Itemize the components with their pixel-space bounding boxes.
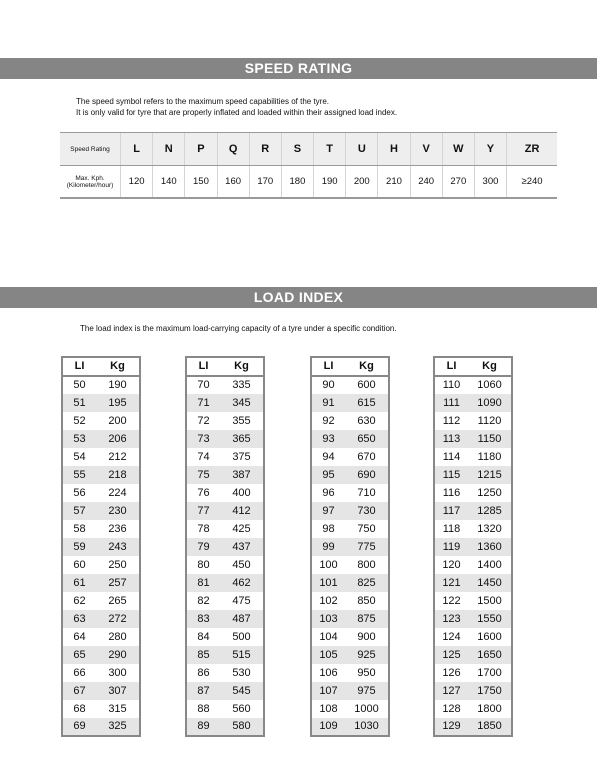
table-row	[62, 520, 140, 538]
load-kg-value: 355	[220, 412, 264, 430]
load-kg-value: 580	[220, 718, 264, 736]
table-row	[434, 430, 512, 448]
load-index-value: 82	[186, 592, 220, 610]
table-row	[62, 502, 140, 520]
load-index-value: 108	[311, 700, 345, 718]
load-kg-value: 462	[220, 574, 264, 592]
kg-header: Kg	[468, 357, 512, 376]
table-row	[434, 682, 512, 700]
load-index-value: 55	[62, 466, 96, 484]
load-index-header-row	[311, 357, 389, 376]
table-row	[62, 646, 140, 664]
load-kg-value: 1000	[345, 700, 389, 718]
li-header: LI	[62, 357, 96, 376]
table-row	[186, 394, 264, 412]
table-row	[311, 592, 389, 610]
load-index-value: 105	[311, 646, 345, 664]
load-index-value: 110	[434, 376, 468, 394]
table-row	[311, 538, 389, 556]
load-kg-value: 250	[96, 556, 140, 574]
table-row	[62, 682, 140, 700]
load-index-value: 85	[186, 646, 220, 664]
load-index-value: 83	[186, 610, 220, 628]
max-kph-cell: 140	[153, 166, 185, 197]
table-row	[186, 700, 264, 718]
load-kg-value: 1150	[468, 430, 512, 448]
load-kg-value: 236	[96, 520, 140, 538]
load-index-value: 76	[186, 484, 220, 502]
load-index-value: 89	[186, 718, 220, 736]
table-row	[186, 574, 264, 592]
table-row	[62, 448, 140, 466]
load-kg-value: 272	[96, 610, 140, 628]
load-index-table	[61, 356, 141, 737]
speed-symbol-cell: Q	[218, 133, 250, 165]
load-index-value: 120	[434, 556, 468, 574]
load-kg-value: 1650	[468, 646, 512, 664]
load-index-table	[185, 356, 265, 737]
table-row	[434, 664, 512, 682]
load-kg-value: 1750	[468, 682, 512, 700]
load-kg-value: 365	[220, 430, 264, 448]
speed-symbol-cell: S	[282, 133, 314, 165]
table-row	[62, 466, 140, 484]
load-kg-value: 950	[345, 664, 389, 682]
load-kg-value: 218	[96, 466, 140, 484]
table-row	[186, 520, 264, 538]
load-index-value: 52	[62, 412, 96, 430]
table-row	[434, 556, 512, 574]
speed-symbol-cell: N	[153, 133, 185, 165]
load-kg-value: 600	[345, 376, 389, 394]
table-row	[311, 700, 389, 718]
table-row	[186, 484, 264, 502]
load-index-value: 75	[186, 466, 220, 484]
load-index-value: 107	[311, 682, 345, 700]
load-kg-value: 345	[220, 394, 264, 412]
load-index-value: 53	[62, 430, 96, 448]
load-kg-value: 900	[345, 628, 389, 646]
load-index-value: 51	[62, 394, 96, 412]
load-kg-value: 530	[220, 664, 264, 682]
speed-symbol-cell: ZR	[524, 143, 540, 155]
table-row	[311, 682, 389, 700]
load-kg-value: 1250	[468, 484, 512, 502]
load-index-value: 57	[62, 502, 96, 520]
load-index-value: 115	[434, 466, 468, 484]
load-kg-value: 400	[220, 484, 264, 502]
load-kg-value: 257	[96, 574, 140, 592]
load-index-value: 81	[186, 574, 220, 592]
load-kg-value: 1550	[468, 610, 512, 628]
load-kg-value: 450	[220, 556, 264, 574]
max-kph-label-line2: (Kilometer/hour)	[66, 181, 114, 189]
speed-symbol-cell: R	[250, 133, 282, 165]
max-kph-cell: 270	[443, 166, 475, 197]
table-row	[186, 682, 264, 700]
load-kg-value: 1320	[468, 520, 512, 538]
load-index-value: 68	[62, 700, 96, 718]
table-row	[311, 394, 389, 412]
table-row	[311, 574, 389, 592]
table-row	[311, 466, 389, 484]
load-index-value: 70	[186, 376, 220, 394]
table-row	[62, 556, 140, 574]
load-index-value: 129	[434, 718, 468, 736]
table-row	[434, 502, 512, 520]
load-kg-value: 1180	[468, 448, 512, 466]
table-row	[186, 502, 264, 520]
table-row	[186, 718, 264, 736]
load-kg-value: 515	[220, 646, 264, 664]
speed-symbol-cell: T	[314, 133, 346, 165]
load-index-value: 118	[434, 520, 468, 538]
speed-rating-note-line: It is only valid for tyre that are properly inflated and loaded within their assigned load index.	[76, 108, 398, 117]
table-row	[62, 412, 140, 430]
table-row	[311, 430, 389, 448]
max-kph-cell: 240	[411, 166, 443, 197]
table-row	[186, 466, 264, 484]
load-index-value: 112	[434, 412, 468, 430]
load-index-value: 127	[434, 682, 468, 700]
speed-symbol-cell: P	[185, 133, 217, 165]
load-index-value: 96	[311, 484, 345, 502]
table-row	[186, 448, 264, 466]
load-kg-value: 800	[345, 556, 389, 574]
table-row	[62, 700, 140, 718]
load-index-value: 60	[62, 556, 96, 574]
load-kg-value: 307	[96, 682, 140, 700]
load-index-value: 87	[186, 682, 220, 700]
table-row	[62, 538, 140, 556]
load-kg-value: 690	[345, 466, 389, 484]
table-row	[434, 628, 512, 646]
table-row	[62, 484, 140, 502]
max-kph-cell: ≥240	[521, 176, 543, 187]
load-index-value: 91	[311, 394, 345, 412]
table-row	[186, 376, 264, 394]
load-kg-value: 224	[96, 484, 140, 502]
load-kg-value: 975	[345, 682, 389, 700]
table-row	[434, 466, 512, 484]
load-kg-value: 315	[96, 700, 140, 718]
load-index-value: 63	[62, 610, 96, 628]
table-row	[311, 556, 389, 574]
load-index-value: 62	[62, 592, 96, 610]
load-kg-value: 1030	[345, 718, 389, 736]
speed-symbol-cell: L	[121, 133, 153, 165]
table-row	[186, 610, 264, 628]
table-row	[62, 394, 140, 412]
load-kg-value: 290	[96, 646, 140, 664]
load-kg-value: 1215	[468, 466, 512, 484]
load-index-value: 56	[62, 484, 96, 502]
table-row	[434, 484, 512, 502]
load-kg-value: 1285	[468, 502, 512, 520]
load-kg-value: 850	[345, 592, 389, 610]
speed-rating-note	[76, 96, 397, 118]
load-kg-value: 1400	[468, 556, 512, 574]
load-index-value: 125	[434, 646, 468, 664]
speed-symbol-cell: Y	[475, 133, 507, 165]
table-row	[186, 664, 264, 682]
load-index-value: 106	[311, 664, 345, 682]
load-index-table	[310, 356, 390, 737]
load-kg-value: 300	[96, 664, 140, 682]
max-kph-row	[60, 166, 557, 199]
load-kg-value: 412	[220, 502, 264, 520]
load-index-value: 95	[311, 466, 345, 484]
load-kg-value: 1600	[468, 628, 512, 646]
max-kph-cell: 190	[314, 166, 346, 197]
load-kg-value: 437	[220, 538, 264, 556]
table-row	[62, 628, 140, 646]
table-row	[311, 628, 389, 646]
load-index-value: 117	[434, 502, 468, 520]
load-index-value: 99	[311, 538, 345, 556]
max-kph-cell: 210	[378, 166, 410, 197]
load-kg-value: 265	[96, 592, 140, 610]
load-index-value: 123	[434, 610, 468, 628]
table-row	[311, 610, 389, 628]
load-kg-value: 487	[220, 610, 264, 628]
max-kph-cell: 170	[250, 166, 282, 197]
table-row	[311, 412, 389, 430]
speed-rating-label: Speed Rating	[60, 133, 121, 165]
load-kg-value: 1090	[468, 394, 512, 412]
load-index-value: 101	[311, 574, 345, 592]
load-index-value: 88	[186, 700, 220, 718]
load-kg-value: 335	[220, 376, 264, 394]
table-row	[311, 718, 389, 736]
load-kg-value: 710	[345, 484, 389, 502]
load-kg-value: 775	[345, 538, 389, 556]
load-index-header-row	[62, 357, 140, 376]
load-index-note: The load index is the maximum load-carrying capacity of a tyre under a specific condition.	[80, 324, 397, 333]
table-row	[186, 646, 264, 664]
load-index-value: 121	[434, 574, 468, 592]
load-kg-value: 230	[96, 502, 140, 520]
table-row	[62, 574, 140, 592]
load-index-value: 102	[311, 592, 345, 610]
load-index-header-row	[434, 357, 512, 376]
li-header: LI	[311, 357, 345, 376]
load-index-value: 50	[62, 376, 96, 394]
load-index-title: LOAD INDEX	[0, 287, 597, 308]
load-index-value: 74	[186, 448, 220, 466]
load-index-value: 79	[186, 538, 220, 556]
table-row	[434, 646, 512, 664]
load-index-value: 104	[311, 628, 345, 646]
table-row	[434, 538, 512, 556]
kg-header: Kg	[220, 357, 264, 376]
table-row	[434, 574, 512, 592]
load-kg-value: 630	[345, 412, 389, 430]
speed-rating-table	[60, 132, 557, 199]
load-index-value: 92	[311, 412, 345, 430]
load-index-value: 59	[62, 538, 96, 556]
load-kg-value: 195	[96, 394, 140, 412]
load-index-value: 126	[434, 664, 468, 682]
load-kg-value: 190	[96, 376, 140, 394]
table-row	[434, 700, 512, 718]
load-kg-value: 1500	[468, 592, 512, 610]
table-row	[62, 376, 140, 394]
max-kph-cell: 200	[346, 166, 378, 197]
max-kph-label	[60, 166, 121, 197]
load-index-value: 66	[62, 664, 96, 682]
table-row	[186, 430, 264, 448]
load-index-value: 80	[186, 556, 220, 574]
kg-header: Kg	[345, 357, 389, 376]
li-header: LI	[434, 357, 468, 376]
load-index-value: 114	[434, 448, 468, 466]
load-kg-value: 825	[345, 574, 389, 592]
load-kg-value: 1060	[468, 376, 512, 394]
table-row	[62, 592, 140, 610]
speed-symbol-cell: H	[378, 133, 410, 165]
table-row	[434, 592, 512, 610]
load-index-table	[433, 356, 513, 737]
li-header: LI	[186, 357, 220, 376]
load-index-value: 93	[311, 430, 345, 448]
load-index-value: 58	[62, 520, 96, 538]
load-kg-value: 875	[345, 610, 389, 628]
load-kg-value: 1700	[468, 664, 512, 682]
speed-symbol-row	[60, 132, 557, 166]
load-kg-value: 1120	[468, 412, 512, 430]
load-index-value: 84	[186, 628, 220, 646]
table-row	[311, 502, 389, 520]
load-index-value: 119	[434, 538, 468, 556]
load-kg-value: 206	[96, 430, 140, 448]
load-kg-value: 1360	[468, 538, 512, 556]
load-index-value: 77	[186, 502, 220, 520]
load-kg-value: 200	[96, 412, 140, 430]
speed-symbol-cell: V	[411, 133, 443, 165]
table-row	[62, 664, 140, 682]
table-row	[434, 718, 512, 736]
load-kg-value: 375	[220, 448, 264, 466]
load-index-value: 54	[62, 448, 96, 466]
table-row	[186, 538, 264, 556]
kg-header: Kg	[96, 357, 140, 376]
load-index-value: 78	[186, 520, 220, 538]
load-kg-value: 212	[96, 448, 140, 466]
load-index-value: 69	[62, 718, 96, 736]
load-kg-value: 560	[220, 700, 264, 718]
table-row	[62, 430, 140, 448]
load-kg-value: 1850	[468, 718, 512, 736]
load-index-header-row	[186, 357, 264, 376]
load-kg-value: 387	[220, 466, 264, 484]
load-index-value: 111	[434, 394, 468, 412]
load-kg-value: 243	[96, 538, 140, 556]
load-index-value: 90	[311, 376, 345, 394]
load-index-value: 64	[62, 628, 96, 646]
table-row	[311, 646, 389, 664]
load-index-value: 61	[62, 574, 96, 592]
load-kg-value: 1800	[468, 700, 512, 718]
load-index-value: 113	[434, 430, 468, 448]
table-row	[434, 394, 512, 412]
table-row	[186, 628, 264, 646]
load-kg-value: 750	[345, 520, 389, 538]
load-kg-value: 425	[220, 520, 264, 538]
max-kph-cell: 300	[475, 166, 507, 197]
load-index-value: 122	[434, 592, 468, 610]
load-kg-value: 280	[96, 628, 140, 646]
table-row	[434, 376, 512, 394]
max-kph-cell: 120	[121, 166, 153, 197]
load-kg-value: 650	[345, 430, 389, 448]
table-row	[186, 592, 264, 610]
load-kg-value: 475	[220, 592, 264, 610]
max-kph-cell: 150	[185, 166, 217, 197]
load-index-value: 97	[311, 502, 345, 520]
table-row	[62, 718, 140, 736]
load-index-value: 116	[434, 484, 468, 502]
table-row	[311, 520, 389, 538]
load-index-value: 124	[434, 628, 468, 646]
max-kph-cell: 160	[218, 166, 250, 197]
load-kg-value: 500	[220, 628, 264, 646]
load-index-value: 71	[186, 394, 220, 412]
load-index-value: 73	[186, 430, 220, 448]
table-row	[311, 484, 389, 502]
table-row	[434, 520, 512, 538]
table-row	[186, 412, 264, 430]
load-kg-value: 925	[345, 646, 389, 664]
load-index-value: 100	[311, 556, 345, 574]
table-row	[311, 664, 389, 682]
load-index-value: 65	[62, 646, 96, 664]
table-row	[62, 610, 140, 628]
max-kph-cell: 180	[282, 166, 314, 197]
load-index-value: 86	[186, 664, 220, 682]
load-index-value: 67	[62, 682, 96, 700]
table-row	[434, 448, 512, 466]
table-row	[311, 448, 389, 466]
table-row	[186, 556, 264, 574]
table-row	[311, 376, 389, 394]
load-kg-value: 1450	[468, 574, 512, 592]
load-kg-value: 615	[345, 394, 389, 412]
load-index-value: 109	[311, 718, 345, 736]
speed-symbol-cell: U	[346, 133, 378, 165]
load-index-value: 103	[311, 610, 345, 628]
table-row	[434, 610, 512, 628]
table-row	[434, 412, 512, 430]
load-index-value: 94	[311, 448, 345, 466]
max-kph-label-line1: Max. Kph.	[75, 174, 105, 182]
speed-symbol-cell: W	[443, 133, 475, 165]
load-kg-value: 545	[220, 682, 264, 700]
speed-rating-title: SPEED RATING	[0, 58, 597, 79]
load-kg-value: 730	[345, 502, 389, 520]
load-index-value: 128	[434, 700, 468, 718]
load-kg-value: 325	[96, 718, 140, 736]
speed-rating-note-line: The speed symbol refers to the maximum speed capabilities of the tyre.	[76, 97, 330, 106]
load-index-value: 98	[311, 520, 345, 538]
load-index-value: 72	[186, 412, 220, 430]
load-kg-value: 670	[345, 448, 389, 466]
